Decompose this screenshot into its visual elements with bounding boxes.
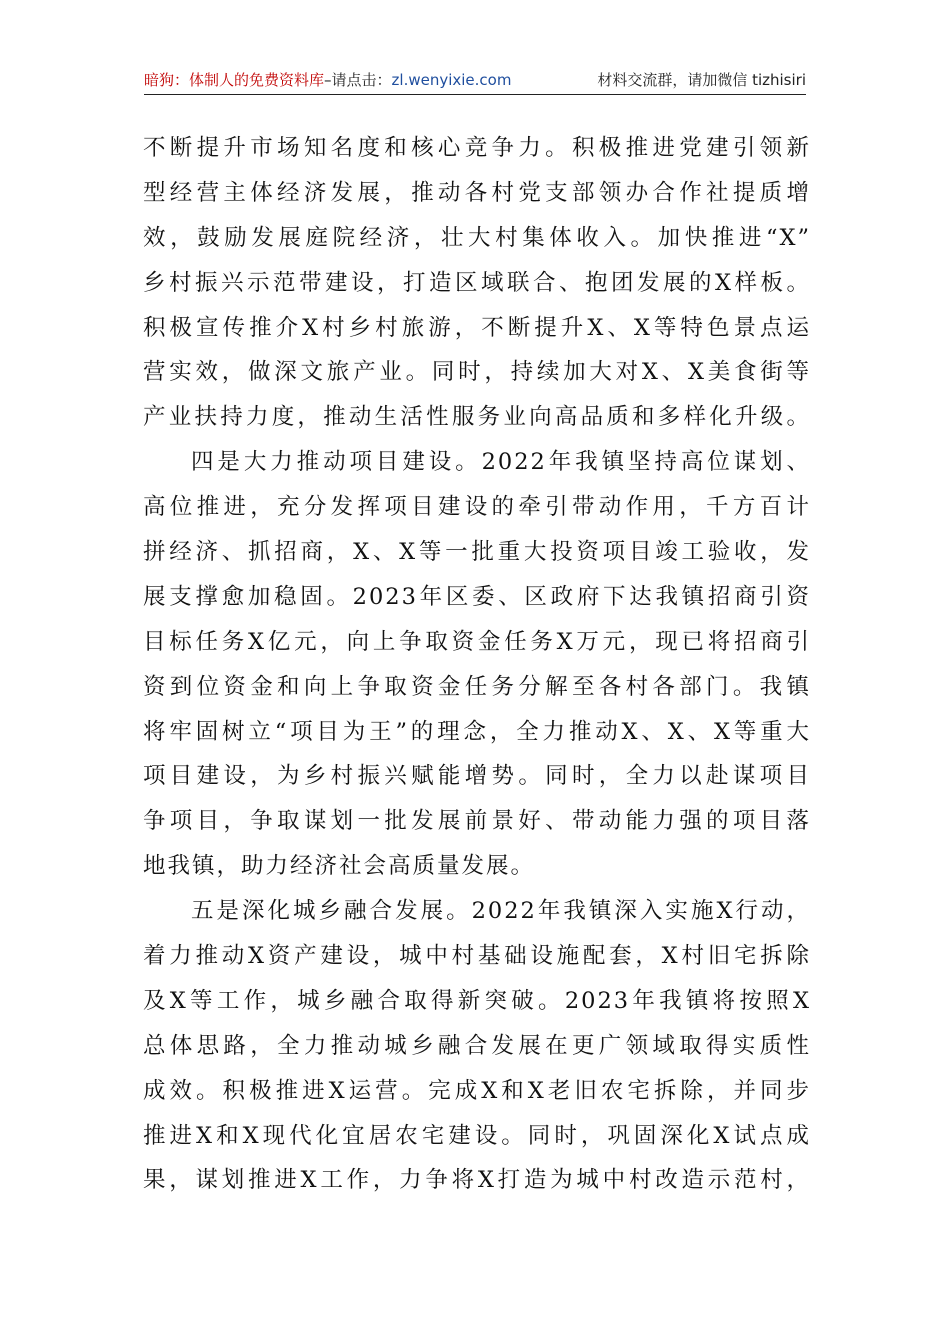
text-line: 拼经济、抓招商，X、X等一批重大投资项目竣工验收，发 (143, 539, 811, 566)
page-header (144, 68, 806, 95)
text-line: 目标任务X亿元，向上争取资金任务X万元，现已将招商引 (143, 628, 811, 655)
paragraph-start-line: 五是深化城乡融合发展。2022年我镇深入实施X行动， (191, 898, 811, 925)
text-line: 成效。积极推进X运营。完成X和X老旧农宅拆除，并同步 (143, 1077, 811, 1104)
text-line: 及X等工作，城乡融合取得新突破。2023年我镇将按照X (143, 987, 811, 1014)
header-brand: 暗狗：体制人的免费资料库 (144, 71, 325, 89)
text-line: 产业扶持力度，推动生活性服务业向高品质和多样化升级。 (143, 404, 811, 431)
text-line: 不断提升市场知名度和核心竞争力。积极推进党建引领新 (143, 135, 811, 161)
text-line: 营实效，做深文旅产业。同时，持续加大对X、X美食街等 (143, 359, 811, 386)
text-line: 推进X和X现代化宜居农宅建设。同时，巩固深化X试点成 (143, 1122, 811, 1149)
text-line: 乡村振兴示范带建设，打造区域联合、抱团发展的X样板。 (143, 269, 811, 296)
text-line: 项目建设，为乡村振兴赋能增势。同时，全力以赴谋项目 (143, 763, 811, 790)
header-prompt: –请点击： (324, 71, 392, 89)
text-line: 展支撑愈加稳固。2023年区委、区政府下达我镇招商引资 (143, 583, 811, 610)
text-line: 将牢固树立“项目为王”的理念，全力推动X、X、X等重大 (143, 718, 811, 745)
text-line: 着力推动X资产建设，城中村基础设施配套，X村旧宅拆除 (143, 943, 811, 970)
text-line: 积极宣传推介X村乡村旅游，不断提升X、X等特色景点运 (143, 314, 811, 341)
text-line: 果，谋划推进X工作，力争将X打造为城中村改造示范村， (143, 1167, 811, 1194)
header-right-text: 材料交流群，请加微信 tizhisiri (597, 71, 806, 89)
text-line: 效，鼓励发展庭院经济，壮大村集体收入。加快推进“X” (143, 224, 811, 251)
paragraph-start-line: 四是大力推动项目建设。2022年我镇坚持高位谋划、 (191, 449, 811, 476)
text-line: 型经营主体经济发展，推动各村党支部领办合作社提质增 (143, 179, 811, 206)
text-line: 资到位资金和向上争取资金任务分解至各村各部门。我镇 (143, 673, 811, 700)
header-url-link[interactable]: zl.wenyixie.com (391, 71, 512, 89)
paragraph-end-line: 地我镇，助力经济社会高质量发展。 (143, 853, 536, 880)
text-line: 总体思路，全力推动城乡融合发展在更广领域取得实质性 (143, 1032, 811, 1059)
text-line: 争项目，争取谋划一批发展前景好、带动能力强的项目落 (143, 808, 811, 835)
text-line: 高位推进，充分发挥项目建设的牵引带动作用，千方百计 (143, 494, 811, 521)
body-text (143, 126, 811, 1203)
